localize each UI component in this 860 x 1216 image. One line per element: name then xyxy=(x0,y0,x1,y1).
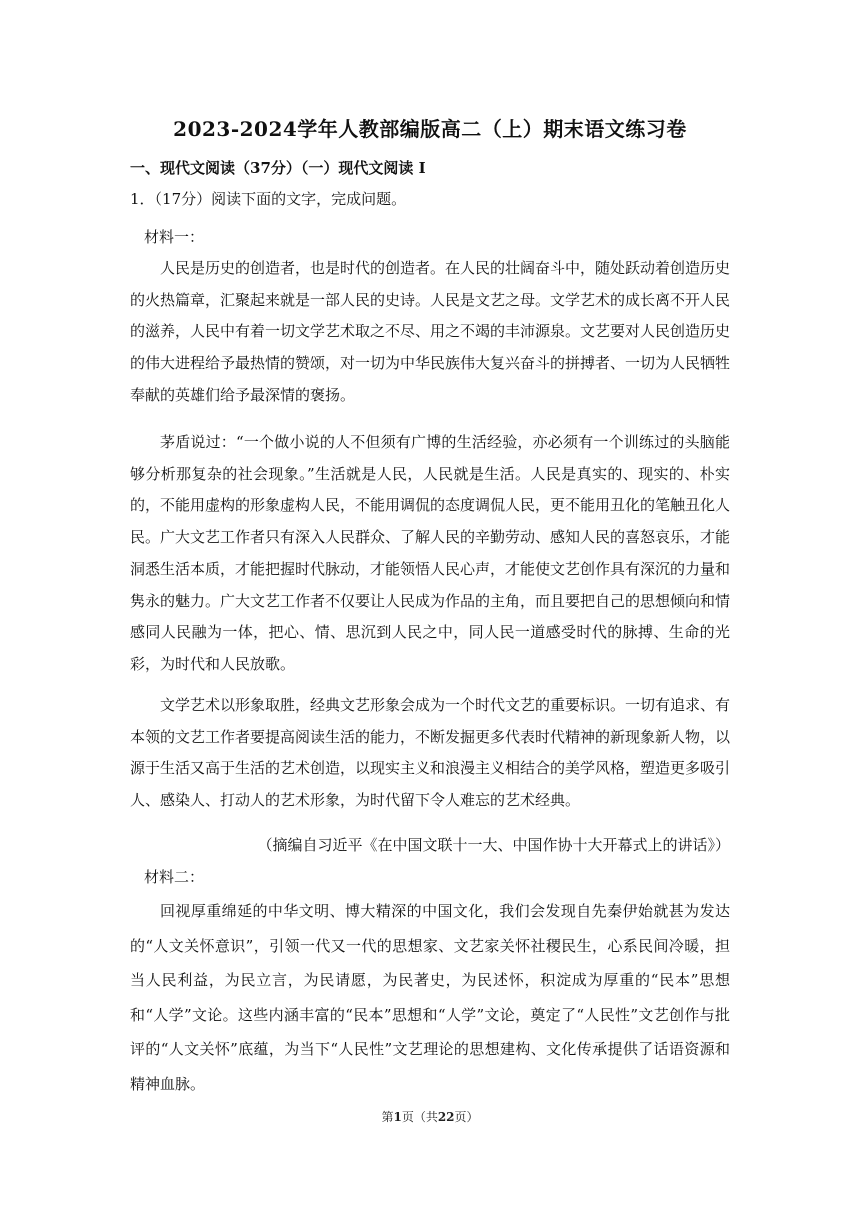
footer-page-number: 1 xyxy=(393,1110,402,1124)
document-title: 2023-2024学年人教部编版高二（上）期末语文练习卷 xyxy=(173,117,687,141)
footer-total-pages: 22 xyxy=(437,1110,455,1124)
footer-middle: 页（共 xyxy=(401,1110,438,1124)
material1-paragraph-1: 人民是历史的创造者，也是时代的创造者。在人民的壮阔奋斗中，随处跃动着创造历史的火热篇章，汇聚起来就是一部人民的史诗。人民是文艺之母。文学艺术的成长离不开人民的滋养，人民中有着一切文学艺术取之不尽、用之不竭的丰沛源泉。文艺要对人民创造历史的伟大进程给予最热情的赞颂，对一切为中华民族伟大复兴奋斗的拼搏者、一切为人民牺牲奉献的英雄们给予最深情的褒扬。 xyxy=(130,259,731,404)
material1-paragraph-3: 文学艺术以形象取胜，经典文艺形象会成为一个时代文艺的重要标识。一切有追求、有本领的文艺工作者要提高阅读生活的能力，不断发掘更多代表时代精神的新现象新人物，以源于生活又高于生活的艺术创造，以现实主义和浪漫主义相结合的美学风格，塑造更多吸引人、感染人、打动人的艺术形象，为时代留下令人难忘的艺术经典。 xyxy=(130,696,731,810)
footer-prefix: 第 xyxy=(381,1110,394,1124)
material1-source: （摘编自习近平《在中国文联十一大、中国作协十大开幕式上的讲话》） xyxy=(257,836,730,854)
material2-label: 材料二： xyxy=(144,868,205,886)
material1-paragraph-2: 茅盾说过：“一个做小说的人不但须有广博的生活经验，亦必须有一个训练过的头脑能够分析那复杂的社会现象。”生活就是人民，人民就是生活。人民是真实的、现实的、朴实的，不能用虚构的形象虚构人民，不能用调侃的态度调侃人民，更不能用丑化的笔触丑化人民。广大文艺工作者只有深入人民群众、了解人民的辛勤劳动、感知人民的喜怒哀乐，才能洞悉生活本质，才能把握时代脉动，才能领悟人民心声，才能使文艺创作具有深沉的力量和隽永的魅力。广大文艺工作者不仅要让人民成为作品的主角，而且要把自己的思想倾向和情感同人民融为一体，把心、情、思沉到人民之中，同人民一道感受时代的脉搏、生命的光彩，为时代和人民放歌。 xyxy=(130,433,731,673)
material2-paragraph-1: 回视厚重绵延的中华文明、博大精深的中国文化，我们会发现自先秦伊始就甚为发达的“人文关怀意识”，引领一代又一代的思想家、文艺家关怀社稷民生，心系民间冷暖，担当人民利益，为民立言，为民请愿，为民著史，为民述怀，积淀成为厚重的“民本”思想和“人学”文论。这些内涵丰富的“民本”思想和“人学”文论，奠定了“人民性”文艺创作与批评的“人文关怀”底蕴，为当下“人民性”文艺理论的思想建构、文化传承提供了话语资源和精神血脉。 xyxy=(130,902,730,1093)
section-heading: 一、现代文阅读（37分）（一）现代文阅读 I xyxy=(130,159,426,177)
footer-suffix: 页） xyxy=(454,1110,479,1124)
material1-label: 材料一： xyxy=(144,228,205,246)
page-footer xyxy=(0,1108,860,1125)
question-intro: 1．（17分）阅读下面的文字，完成问题。 xyxy=(130,190,407,208)
